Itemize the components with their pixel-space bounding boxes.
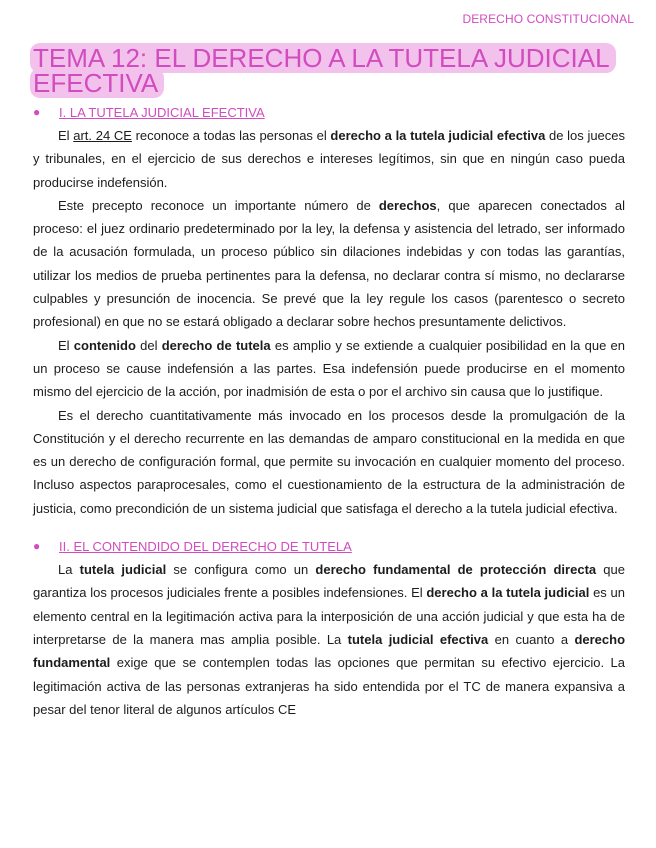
text-run: La: [58, 562, 80, 578]
bold-term: tutela judicial: [79, 562, 167, 578]
text-run: de los jueces y tribunales, en el ejercicio de sus derechos e intereses legítimos, sin que en ningún caso pueda producirse indefensión.: [33, 128, 626, 190]
paragraph: [33, 194, 625, 334]
bold-term: derechos: [378, 197, 437, 213]
text-run: se configura como un: [166, 562, 316, 578]
text-run: reconoce a todas las personas el: [131, 128, 331, 143]
document-body: [33, 100, 625, 721]
paragraph: [33, 404, 625, 520]
section-heading-text: I. LA TUTELA JUDICIAL EFECTIVA: [59, 104, 265, 120]
bold-term: tutela judicial efectiva: [347, 631, 489, 647]
text-run: en cuanto a: [488, 631, 575, 647]
bold-term: derecho de tutela: [161, 337, 271, 353]
section-heading-2: [33, 534, 625, 558]
bullet-icon: ●: [33, 105, 41, 119]
text-run: El: [58, 337, 74, 353]
page-title: [30, 43, 630, 98]
text-run: El: [58, 128, 74, 143]
bold-term: derecho fundamental de protección directa: [315, 562, 597, 578]
text-run: es amplio y se extiende a cualquier posibilidad en la que en un proceso se cause indefensión a las partes. Esa indefensión puede producirse en el momento mismo del ejercicio de la acción, por inadmisión de esta o por el archivo sin causa que lo justifique.: [33, 337, 625, 400]
text-run: que garantiza los procesos judiciales frente a posibles indefensiones. El: [33, 562, 625, 601]
section-heading-text: II. EL CONTENDIDO DEL DERECHO DE TUTELA: [59, 538, 352, 554]
bullet-icon: ●: [33, 539, 41, 554]
paragraph: [33, 558, 625, 721]
bold-term: derecho a la tutela judicial: [426, 585, 590, 601]
text-run: exige que se contemplen todas las opciones que permitan su efectivo ejercicio. La legitimación activa de las personas extranjeras ha sido entendida por el TC de manera expansiva a pesar del tenor literal de algunos artículos CE: [33, 655, 625, 717]
bold-term: contenido: [73, 337, 136, 353]
bold-term: derecho fundamental: [33, 631, 626, 671]
text-run: Es el derecho cuantitativamente más invocado en los procesos desde la promulgación de la Constitución y el derecho recurrente en las demandas de amparo constitucional en la medida en que es un derecho de configuración formal, que permite su invocación en cualquier momento del proceso. Incluso aspectos paraprocesales, como el cuestionamiento de la estructura de la administración de justicia, como precondición de un sistema judicial que satisfaga el derecho a la tutela judicial efectiva.: [33, 407, 625, 516]
bold-term: derecho a la tutela judicial efectiva: [330, 128, 546, 143]
section-heading-1: [33, 100, 625, 124]
paragraph: [33, 124, 625, 194]
text-run: del: [135, 337, 162, 353]
text-run: Este precepto reconoce un importante número de: [58, 197, 379, 213]
paragraph: [33, 334, 625, 404]
page-title-text: TEMA 12: EL DERECHO A LA TUTELA JUDICIAL EFECTIVA: [30, 43, 616, 98]
course-header: DERECHO CONSTITUCIONAL: [462, 12, 634, 26]
text-run: , que aparecen conectados al proceso: el juez ordinario predeterminado por la ley, la defensa y asistencia del letrado, ser informado de la acusación formulada, un proceso público sin dilaciones indebidas y con todas las garantías, utilizar los medios de prueba pertinentes para la defensa, no declarar contra sí mismo, no declararse culpables y presunción de inocencia. Se prevé que la ley regule los casos (parentesco o secreto profesional) en que no se estará obligado a declarar sobre hechos presuntamente delictivos.: [33, 197, 625, 330]
text-run: es un elemento central en la legitimación activa para la interposición de una acción judicial y que esta ha de interpretarse de la manera mas amplia posible. La: [33, 585, 625, 647]
article-reference: art. 24 CE: [73, 128, 132, 143]
